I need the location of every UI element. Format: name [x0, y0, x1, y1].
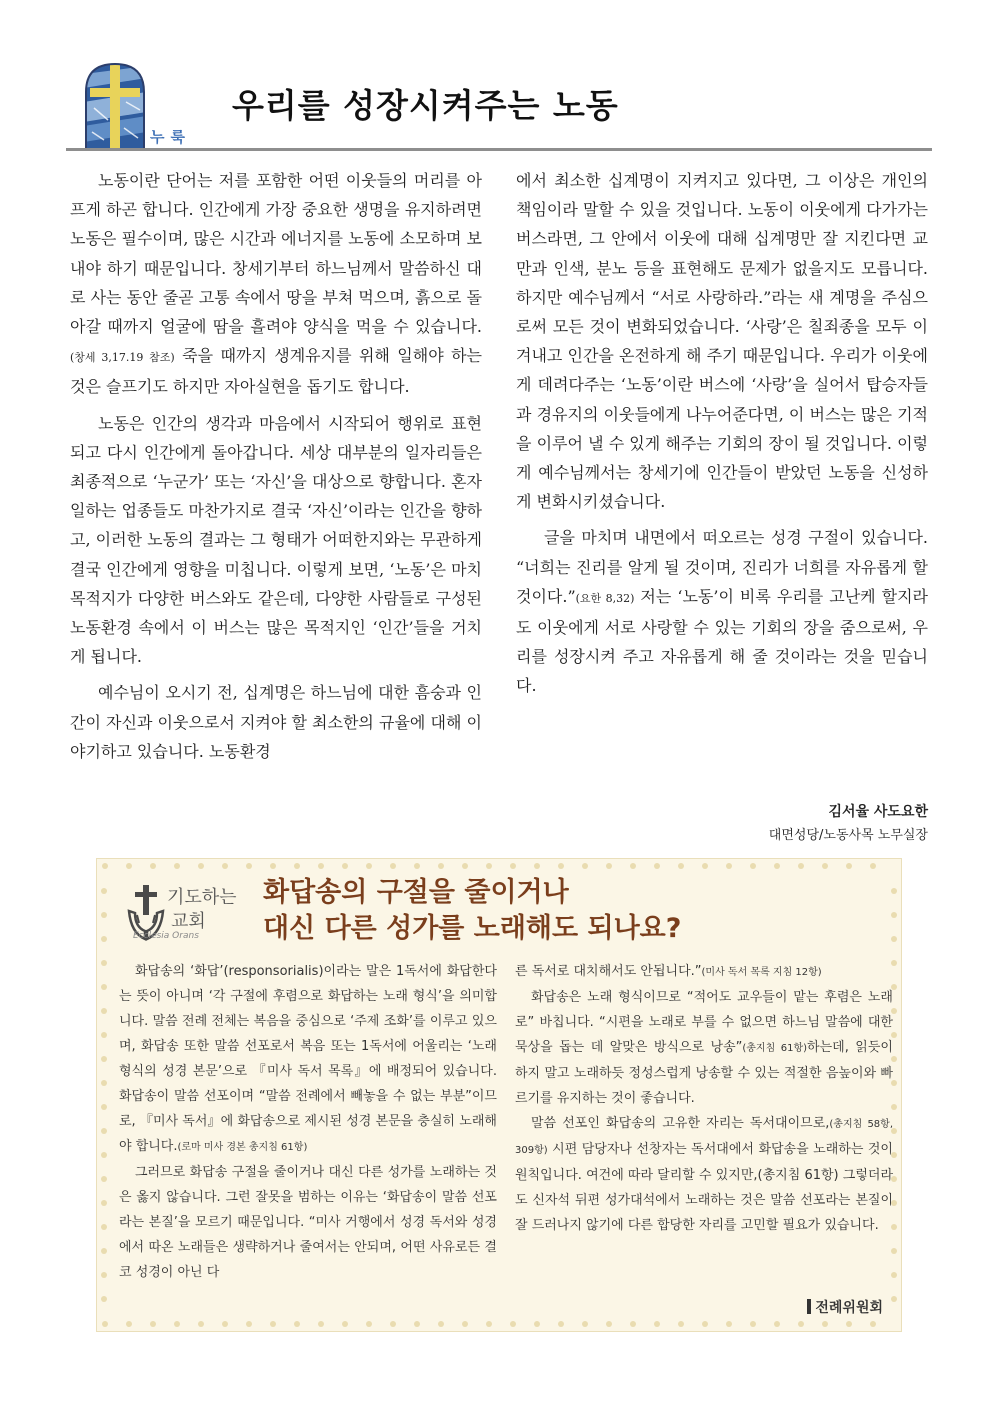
border-dot — [174, 863, 180, 869]
box-title-line1: 화답송의 구절을 줄이거나 — [263, 877, 569, 908]
border-dot — [726, 1321, 732, 1327]
signature-bar — [807, 1299, 811, 1314]
border-dot — [102, 1321, 108, 1327]
border-dot — [366, 863, 372, 869]
border-dot — [486, 1321, 492, 1327]
border-dot — [726, 863, 732, 869]
border-dot — [342, 1321, 348, 1327]
border-dot — [294, 863, 300, 869]
border-dot — [318, 863, 324, 869]
border-dot — [174, 1321, 180, 1327]
border-dot — [101, 960, 107, 966]
author-byline — [769, 800, 928, 848]
article-paragraph: 에서 최소한 십계명이 지켜지고 있다면, 그 이상은 개인의 책임이라 말할 수 있을 것입니다. 노동이 이웃에게 다가가는 버스라면, 그 안에서 이웃에 대해 십계명만 잘 지킨다면 교만과 인색, 분노 등을 표현해도 문제가 없을지도 모릅니다. 하지만 예수님께서 “서로 사랑하라.”라는 새 계명을 주심으로써 모든 것이 변화되었습니다. ‘사랑’은 칠죄종을 모두 이겨내고 인간을 온전하게 해 주기 때문입니다. 우리가 이웃에게 데려다주는 ‘노동’이란 버스에 ‘사랑’을 실어서 탑승자들과 경유지의 이웃들에게 나누어준다면, 이 버스는 많은 기적을 이루어 낼 수 있게 해주는 기회의 장이 될 것입니다. 이렇게 예수님께서는 창세기에 인간들이 받았던 노동을 신성하게 변화시키셨습니다. — [516, 171, 928, 512]
border-dot — [246, 1321, 252, 1327]
border-dot — [101, 984, 107, 990]
author-role: 대면성당/노동사목 노무실장 — [768, 828, 928, 843]
border-dot — [822, 1321, 828, 1327]
article-paragraph: 노동이란 단어는 저를 포함한 어떤 이웃들의 머리를 아프게 하곤 합니다. 인간에게 가장 중요한 생명을 유지하려면 노동은 필수이며, 많은 시간과 에너지를 노동에 소모하며 보내야 하기 때문입니다. 창세기부터 하느님께서 말씀하신 대로 사는 동안 줄곧 고통 속에서 땅을 부쳐 먹으며, 흙으로 돌아갈 때까지 얼굴에 땀을 흘려야 양식을 먹을 수 있습니다.(창세 3,17.19 참조) 죽을 때까지 생계유지를 위해 일해야 하는 것은 슬프기도 하지만 자아실현을 돕기도 합니다. — [70, 171, 482, 397]
border-dot — [891, 888, 897, 894]
logo-latin-subtitle: Ecclesia Orans — [133, 931, 199, 941]
border-dot — [126, 863, 132, 869]
border-dot — [101, 1176, 107, 1182]
border-dot — [774, 863, 780, 869]
box-paragraph: 화답송의 ‘화답’(responsorialis)이라는 말은 1독서에 화답한다는 뜻이 아니며 ‘각 구절에 후렴으로 화답하는 노래 형식’을 의미합니다. 말씀 전례 전체는 복음을 중심으로 ‘주제 조화’를 이루고 있으며, 화답송 또한 말씀 선포로서 복음 또는 1독서에 어울리는 ‘노래 형식의 성경 본문’으로 『미사 독서 목록』에 배정되어 있습니다. 화답송이 말씀 선포이며 “말씀 전례에서 빼놓을 수 없는 부분”이므로, 『미사 독서』에 화답송으로 제시된 성경 본문을 충실히 노래해야 합니다.(로마 미사 경본 총지침 61항) — [119, 964, 497, 1154]
box-title — [263, 875, 681, 947]
article-paragraph: 예수님이 오시기 전, 십계명은 하느님에 대한 흠숭과 인간이 자신과 이웃으로서 지켜야 할 최소한의 규율에 대해 이야기하고 있습니다. 노동환경 — [70, 683, 482, 761]
border-dot — [678, 863, 684, 869]
border-dot — [750, 863, 756, 869]
author-name: 김서율 사도요한 — [828, 804, 928, 820]
border-dot — [198, 863, 204, 869]
border-dot — [702, 863, 708, 869]
border-dot — [414, 1321, 420, 1327]
article-column-right — [516, 166, 928, 708]
border-dot — [101, 1104, 107, 1110]
border-dot — [558, 863, 564, 869]
article-column-left — [70, 166, 482, 773]
border-dot — [462, 1321, 468, 1327]
border-dot — [774, 1321, 780, 1327]
border-dot — [366, 1321, 372, 1327]
section-label: 누룩 — [150, 128, 191, 146]
page-title: 우리를 성장시켜주는 노동 — [232, 86, 619, 125]
border-dot — [150, 1321, 156, 1327]
box-title-line2: 대신 다른 성가를 노래해도 되나요? — [263, 913, 682, 944]
committee-signature: 전례위원회 — [807, 1297, 883, 1317]
border-dot — [438, 1321, 444, 1327]
border-dot — [798, 1321, 804, 1327]
border-dot — [462, 863, 468, 869]
border-dot — [846, 863, 852, 869]
border-dot — [486, 863, 492, 869]
border-dot — [582, 863, 588, 869]
border-dot — [630, 1321, 636, 1327]
border-dot — [101, 1200, 107, 1206]
border-dot — [126, 1321, 132, 1327]
border-dot — [606, 863, 612, 869]
border-dot — [870, 1321, 876, 1327]
border-dot — [101, 1248, 107, 1254]
border-dot — [101, 1272, 107, 1278]
border-dot — [891, 1296, 897, 1302]
box-column-right — [515, 959, 893, 1238]
border-dot — [318, 1321, 324, 1327]
border-dot — [101, 888, 107, 894]
border-dot — [630, 863, 636, 869]
border-dot — [270, 1321, 276, 1327]
border-dot — [846, 1321, 852, 1327]
border-dot — [702, 1321, 708, 1327]
border-dot — [294, 1321, 300, 1327]
border-dot — [150, 863, 156, 869]
article-paragraph: 노동은 인간의 생각과 마음에서 시작되어 행위로 표현되고 다시 인간에게 돌아갑니다. 세상 대부분의 일자리들은 최종적으로 ‘누군가’ 또는 ‘자신’을 대상으로 향합니다. 혼자 일하는 업종들도 마찬가지로 결국 ‘자신’이라는 인간을 향하고, 이러한 노동의 결과는 그 형태가 어떠한지와는 무관하게 결국 인간에게 영향을 미칩니다. 이렇게 보면, ‘노동’은 마치 목적지가 다양한 버스와도 같은데, 다양한 사람들로 구성된 노동환경 속에서 이 버스는 많은 목적지인 ‘인간’들을 거치게 됩니다. — [70, 413, 482, 667]
logo-text-church: 교회 — [171, 911, 206, 932]
border-dot — [222, 1321, 228, 1327]
box-paragraph: 그러므로 화답송 구절을 줄이거나 대신 다른 성가를 노래하는 것은 옳지 않습니다. 그런 잘못을 범하는 이유는 ‘화답송이 말씀 선포라는 본질’을 모르기 때문입니다. “미사 거행에서 성경 독서와 성경에서 따온 노래들은 생략하거나 줄여서는 안되며, 어떤 사유로든 결코 성경이 아닌 다 — [119, 1165, 497, 1280]
logo-text-praying: 기도하는 — [167, 887, 237, 908]
border-dot — [101, 912, 107, 918]
border-dot — [654, 863, 660, 869]
border-dot — [438, 863, 444, 869]
border-dot — [750, 1321, 756, 1327]
border-dot — [101, 1296, 107, 1302]
border-dot — [101, 1128, 107, 1134]
border-dot — [654, 1321, 660, 1327]
border-dot — [101, 1224, 107, 1230]
box-paragraph: 말씀 선포인 화답송의 고유한 자리는 독서대이므로,(총지침 58항, 309항) 시편 담당자나 선창자는 독서대에서 화답송을 노래하는 것이 원칙입니다. 여건에 따라 달리할 수 있지만,(총지침 61항) 그렇더라도 신자석 뒤편 성가대석에서 노래하는 것은 말씀 선포라는 본질이 잘 드러나지 않기에 다른 합당한 자리를 고민할 필요가 있습니다. — [515, 1116, 894, 1233]
border-dot — [390, 863, 396, 869]
border-dot — [891, 1248, 897, 1254]
border-dot — [891, 936, 897, 942]
box-paragraph: 른 독서로 대치해서도 안됩니다.”(미사 독서 목록 지침 12항) — [515, 964, 822, 979]
border-dot — [102, 863, 108, 869]
border-dot — [822, 863, 828, 869]
liturgy-qa-box — [96, 858, 902, 1332]
border-dot — [510, 1321, 516, 1327]
border-dot — [582, 1321, 588, 1327]
border-dot — [342, 863, 348, 869]
border-dot — [390, 1321, 396, 1327]
border-dot — [101, 1152, 107, 1158]
article-paragraph: 글을 마치며 내면에서 떠오르는 성경 구절이 있습니다. “너희는 진리를 알게 될 것이며, 진리가 너희를 자유롭게 할 것이다.”(요한 8,32) 저는 ‘노동’이 비록 우리를 고난케 할지라도 이웃에게 서로 사랑할 수 있는 기회의 장을 줌으로써, 우리를 성장시켜 주고 자유롭게 해 줄 것이라는 것을 믿습니다. — [516, 528, 929, 696]
border-dot — [891, 912, 897, 918]
border-dot — [101, 1032, 107, 1038]
border-dot — [798, 863, 804, 869]
border-dot — [270, 863, 276, 869]
border-dot — [870, 863, 876, 869]
header-divider — [66, 148, 932, 151]
box-paragraph: 화답송은 노래 형식이므로 “적어도 교우들이 맡는 후렴은 노래로” 바칩니다. “시편을 노래로 부를 수 없으면 하느님 말씀에 대한 묵상을 돕는 데 알맞은 방식으로 낭송”(총지침 61항)하는데, 읽듯이 하지 말고 노래하듯 정성스럽게 낭송할 수 있는 적절한 음높이와 빠르기를 유지하는 것이 좋습니다. — [515, 990, 893, 1106]
border-dot — [678, 1321, 684, 1327]
border-dot — [510, 863, 516, 869]
border-dot — [198, 1321, 204, 1327]
box-column-left — [119, 959, 497, 1285]
border-dot — [891, 1272, 897, 1278]
border-dot — [246, 863, 252, 869]
stained-glass-cross-logo — [84, 62, 146, 148]
border-dot — [101, 1080, 107, 1086]
border-dot — [101, 1008, 107, 1014]
border-dot — [534, 1321, 540, 1327]
border-dot — [606, 1321, 612, 1327]
border-dot — [534, 863, 540, 869]
border-dot — [101, 936, 107, 942]
border-dot — [414, 863, 420, 869]
border-dot — [558, 1321, 564, 1327]
border-dot — [222, 863, 228, 869]
border-dot — [101, 1056, 107, 1062]
